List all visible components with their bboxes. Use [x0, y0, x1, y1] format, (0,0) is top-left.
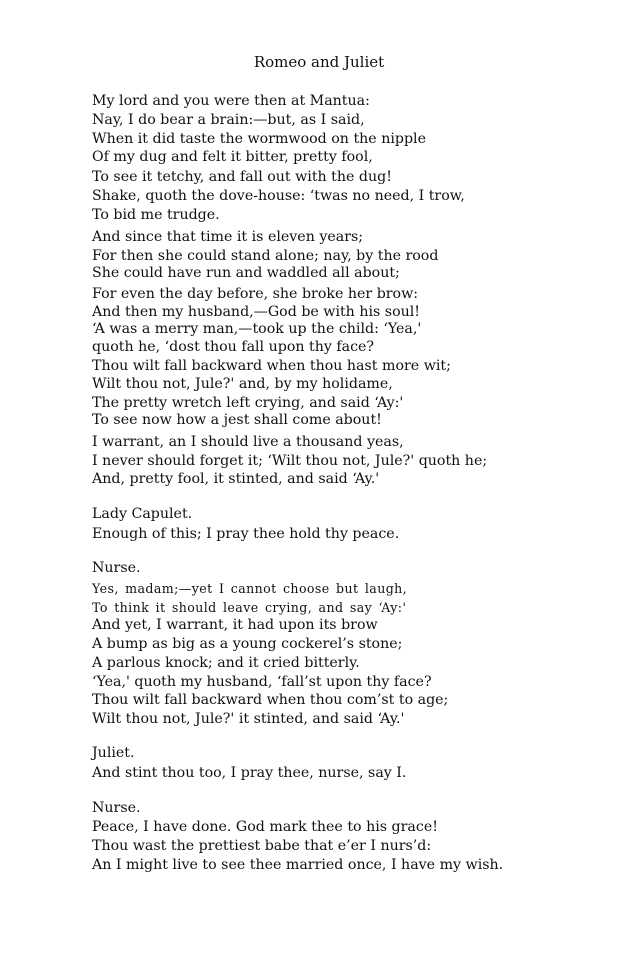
- text-line: Thou wast the prettiest babe that e’er I nurs’d:: [92, 838, 432, 854]
- text-line: For then she could stand alone; nay, by the rood: [92, 248, 439, 264]
- text-line: My lord and you were then at Mantua:: [92, 93, 370, 109]
- text-line: For even the day before, she broke her brow:: [92, 286, 419, 302]
- speaker-name: Nurse.: [92, 800, 141, 816]
- text-line: quoth he, ‘dost thou fall upon thy face?: [92, 339, 375, 355]
- text-line: To think it should leave crying, and say ‘Ay:': [92, 600, 407, 615]
- speaker-name: Nurse.: [92, 560, 141, 576]
- text-line: The pretty wretch left crying, and said ‘Ay:': [92, 395, 404, 411]
- text-line: And stint thou too, I pray thee, nurse, say I.: [92, 765, 407, 781]
- text-line: Peace, I have done. God mark thee to his grace!: [92, 819, 438, 835]
- text-line: When it did taste the wormwood on the nipple: [92, 131, 426, 147]
- text-line: An I might live to see thee married once, I have my wish.: [92, 857, 504, 873]
- text-line: ‘Yea,' quoth my husband, ‘fall’st upon thy face?: [92, 674, 432, 690]
- text-line: Of my dug and felt it bitter, pretty fool,: [92, 149, 373, 165]
- text-line: To see it tetchy, and fall out with the dug!: [92, 169, 392, 185]
- text-line: I warrant, an I should live a thousand yeas,: [92, 434, 404, 450]
- text-line: To bid me trudge.: [92, 207, 220, 223]
- text-line: Yes, madam;—yet I cannot choose but laugh,: [92, 581, 408, 596]
- text-line: Wilt thou not, Jule?' and, by my holidame,: [92, 376, 393, 392]
- text-line: Enough of this; I pray thee hold thy peace.: [92, 526, 400, 542]
- text-line: She could have run and waddled all about;: [92, 265, 400, 281]
- text-line: And yet, I warrant, it had upon its brow: [92, 617, 378, 633]
- text-line: A bump as big as a young cockerel’s stone;: [92, 636, 403, 652]
- text-line: Wilt thou not, Jule?' it stinted, and said ‘Ay.': [92, 711, 405, 727]
- text-line: And, pretty fool, it stinted, and said ‘Ay.': [92, 471, 380, 487]
- text-line: Nay, I do bear a brain:—but, as I said,: [92, 112, 365, 128]
- text-line: And since that time it is eleven years;: [92, 229, 364, 245]
- text-line: Thou wilt fall backward when thou hast more wit;: [92, 358, 451, 374]
- text-line: A parlous knock; and it cried bitterly.: [92, 655, 360, 671]
- text-line: I never should forget it; ‘Wilt thou not, Jule?' quoth he;: [92, 453, 488, 469]
- text-line: Shake, quoth the dove-house: ‘twas no need, I trow,: [92, 188, 465, 204]
- text-line: And then my husband,—God be with his soul!: [92, 304, 420, 320]
- page-title: Romeo and Juliet: [253, 53, 385, 71]
- text-line: To see now how a jest shall come about!: [92, 412, 382, 428]
- speaker-name: Lady Capulet.: [92, 506, 193, 522]
- text-line: ‘A was a merry man,—took up the child: ‘Yea,': [92, 321, 422, 337]
- speaker-name: Juliet.: [92, 745, 135, 761]
- text-line: Thou wilt fall backward when thou com’st to age;: [92, 692, 449, 708]
